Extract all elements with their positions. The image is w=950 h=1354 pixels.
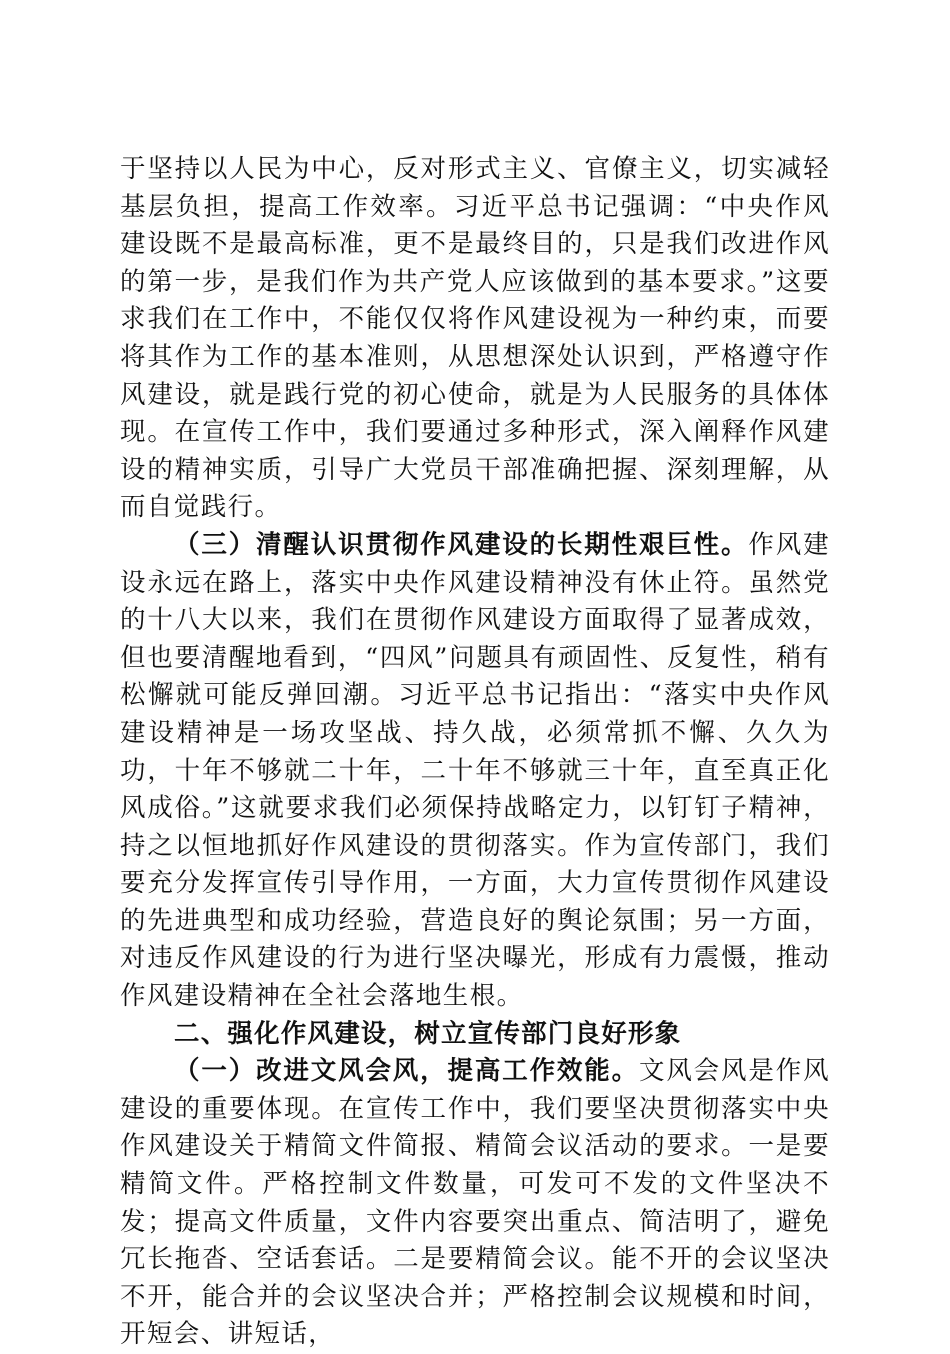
paragraph-section-3	[120, 527, 830, 1016]
paragraph-subsection-1	[120, 1053, 830, 1354]
paragraph-text: 于坚持以人民为中心，反对形式主义、官僚主义，切实减轻基层负担，提高工作效率。习近平总书记强调：“中央作风建设既不是最高标准，更不是最终目的，只是我们改进作风的第一步，是我们作为共产党人应该做到的基本要求。”这要求我们在工作中，不能仅仅将作风建设视为一种约束，而要将其作为工作的基本准则，从思想深处认识到，严格遵守作风建设，就是践行党的初心使命，就是为人民服务的具体体现。在宣传工作中，我们要通过多种形式，深入阐释作风建设的精神实质，引导广大党员干部准确把握、深刻理解，从而自觉践行。	[120, 154, 830, 523]
document-page	[120, 151, 830, 1354]
section-heading: 二、强化作风建设，树立宣传部门良好形象	[174, 1018, 682, 1049]
paragraph-lead: （一）改进文风会风，提高工作效能。	[174, 1056, 639, 1087]
paragraph-lead: （三）清醒认识贯彻作风建设的长期性艰巨性。	[174, 529, 749, 560]
paragraph-text: 文风会风是作风建设的重要体现。在宣传工作中，我们要坚决贯彻落实中央作风建设关于精简文件简报、精简会议活动的要求。一是要精简文件。严格控制文件数量，可发可不发的文件坚决不发；提高文件质量，文件内容要突出重点、简洁明了，避免冗长拖沓、空话套话。二是要精简会议。能不开的会议坚决不开，能合并的会议坚决合并；严格控制会议规模和时间，开短会、讲短话，	[120, 1056, 830, 1350]
paragraph-text: 作风建设永远在路上，落实中央作风建设精神没有休止符。虽然党的十八大以来，我们在贯彻作风建设方面取得了显著成效，但也要清醒地看到，“四风”问题具有顽固性、反复性，稍有松懈就可能反弹回潮。习近平总书记指出：“落实中央作风建设精神是一场攻坚战、持久战，必须常抓不懈、久久为功，十年不够就二十年，二十年不够就三十年，直至真正化风成俗。”这就要求我们必须保持战略定力，以钉钉子精神，持之以恒地抓好作风建设的贯彻落实。作为宣传部门，我们要充分发挥宣传引导作用，一方面，大力宣传贯彻作风建设的先进典型和成功经验，营造良好的舆论氛围；另一方面，对违反作风建设的行为进行坚决曝光，形成有力震慑，推动作风建设精神在全社会落地生根。	[120, 529, 830, 1012]
paragraph-continuation	[120, 151, 830, 527]
